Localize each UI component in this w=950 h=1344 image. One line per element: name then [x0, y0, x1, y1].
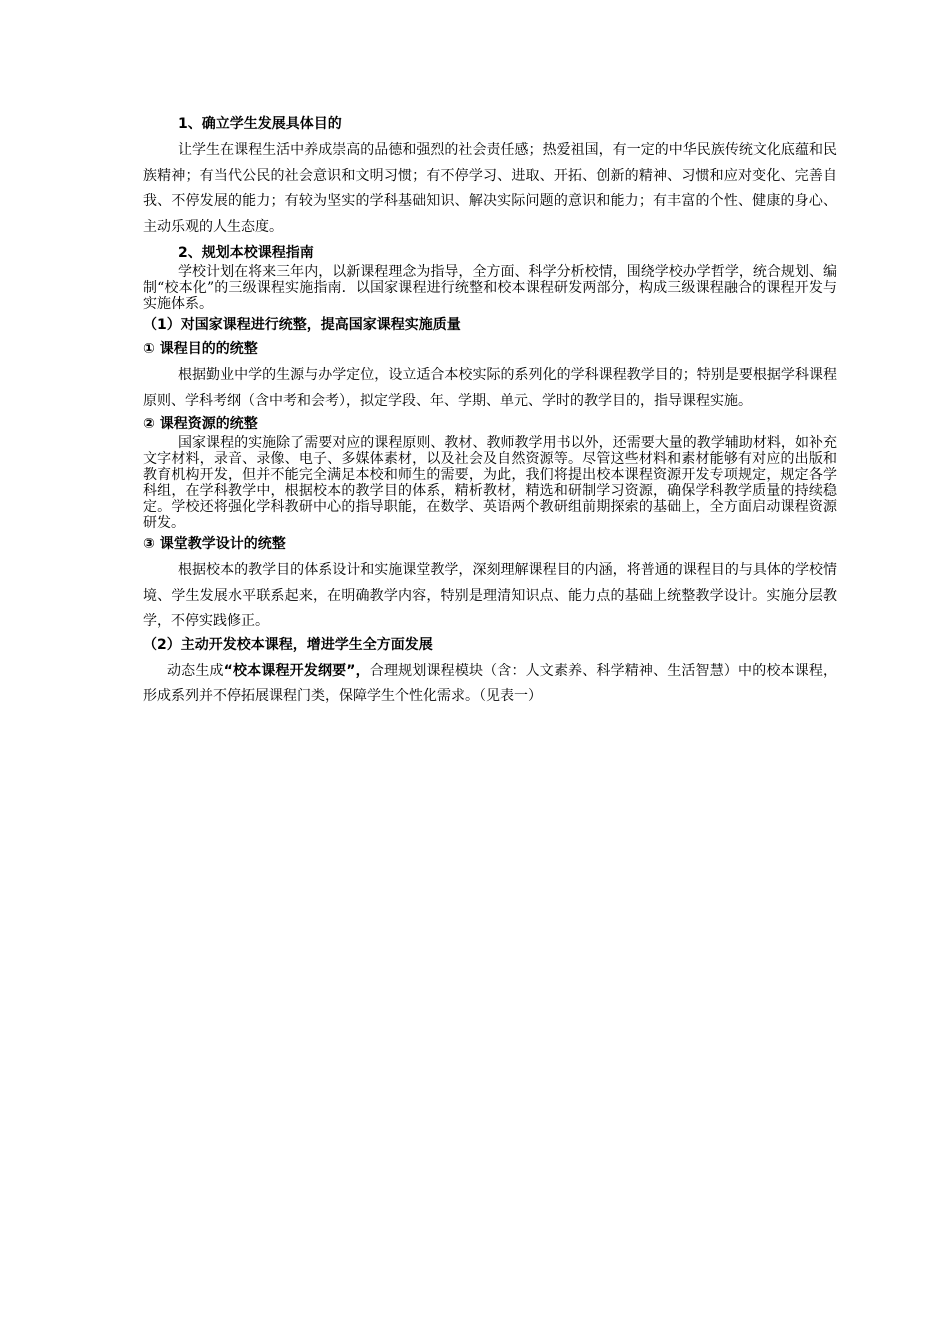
- item-2-heading: ② 课程资源的统整: [143, 416, 258, 432]
- item-1-paragraph: 根据勤业中学的生源与办学定位，设立适合本校实际的系列化的学科课程教学目的；特别是要根据学科课程原则、学科考纲（含中考和会考），拟定学段、年、学期、单元、学时的教学目的，指导课程实施。: [143, 367, 837, 409]
- section-2-paragraph: 学校计划在将来三年内，以新课程理念为指导，全方面、科学分析校情，围绕学校办学哲学，统合规划、编制“校本化”的三级课程实施指南．以国家课程进行统整和校本课程研发两部分，构成三级课程融合的课程开发与实施体系。: [143, 264, 837, 312]
- part-2-text-a: 动态生成: [167, 662, 224, 679]
- item-3-paragraph: 根据校本的教学目的体系设计和实施课堂教学，深刻理解课程目的内涵，将普通的课程目的与具体的学校情境、学生发展水平联系起来，在明确教学内容，特别是理清知识点、能力点的基础上统整教学设计。实施分层教学，不停实践修正。: [143, 562, 837, 629]
- part-1-heading: （1）对国家课程进行统整，提高国家课程实施质量: [143, 317, 461, 333]
- part-2-heading: （2）主动开发校本课程，增进学生全方面发展: [143, 636, 433, 653]
- section-1-paragraph: 让学生在课程生活中养成崇高的品德和强烈的社会责任感；热爱祖国，有一定的中华民族传统文化底蕴和民族精神；有当代公民的社会意识和文明习惯；有不停学习、进取、开拓、创新的精神、习惯和应对变化、完善自我、不停发展的能力；有较为坚实的学科基础知识、解决实际问题的意识和能力；有丰富的个性、健康的身心、主动乐观的人生态度。: [143, 142, 837, 235]
- section-2-heading: 2、规划本校课程指南: [178, 245, 314, 261]
- item-3-heading: ③ 课堂教学设计的统整: [143, 536, 286, 552]
- item-2-paragraph: 国家课程的实施除了需要对应的课程原则、教材、教师教学用书以外，还需要大量的教学辅助材料，如补充文字材料，录音、录像、电子、多媒体素材，以及社会及自然资源等。尽管这些材料和素材能够有对应的出版和教育机构开发，但并不能完全满足本校和师生的需要，为此，我们将提出校本课程资源开发专项规定，规定各学科组，在学科教学中，根据校本的教学目的体系，精析教材，精选和研制学习资源，确保学科教学质量的持续稳定。学校还将强化学科教研中心的指导职能，在数学、英语两个教研组前期探索的基础上，全方面启动课程资源研发。: [143, 435, 837, 531]
- item-1-heading: ① 课程目的的统整: [143, 341, 258, 357]
- part-2-text-c: 合理规划课程模块（含：人文素养、科学精神、生活智慧）中的校本课程，形成系列并不停拓展课程门类，保障学生个性化需求。（见表一）: [143, 662, 838, 704]
- part-2-text-bold: “校本课程开发纲要”，: [223, 662, 370, 679]
- document-body: [143, 114, 837, 710]
- section-1-heading: 1、确立学生发展具体目的: [178, 116, 342, 132]
- part-2-paragraph: [143, 659, 837, 710]
